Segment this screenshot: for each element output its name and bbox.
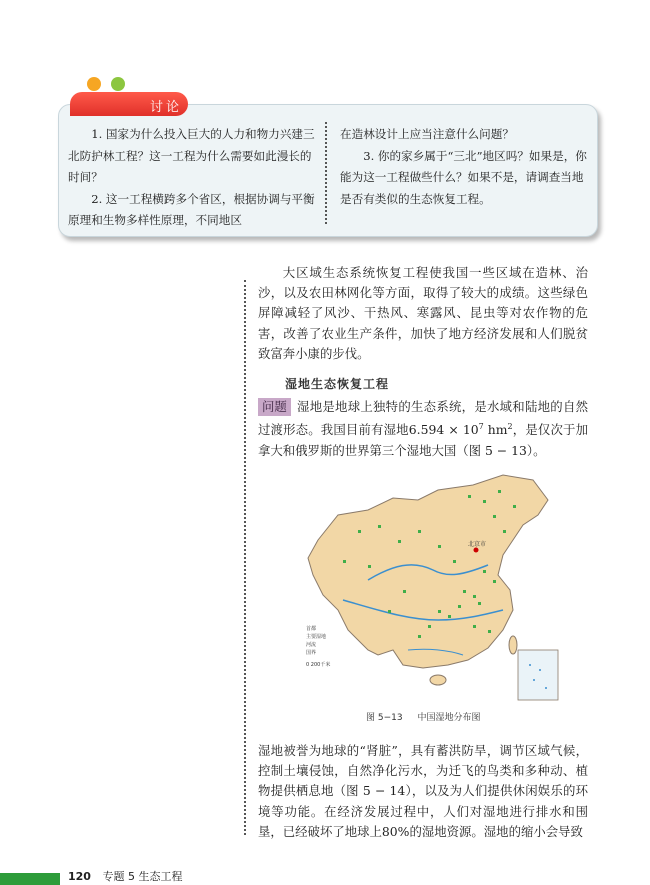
discussion-question-1: 1. 国家为什么投入巨大的人力和物力兴建三北防护林工程？这一工程为什么需要如此漫长的时间？ [68,127,315,184]
legend-capital: 首都 [306,626,317,632]
discussion-question-2: 2. 这一工程横跨多个省区，根据协调与平衡原理和生物多样性原理，不同地区 [68,191,315,227]
legend-scale: 0 200千米 [306,662,331,668]
south-china-sea-inset [518,650,558,700]
paragraph-2 [258,397,588,461]
figure-number: 图 5−13 [366,713,403,723]
discussion-question-2-continued: 在造林设计上应当注意什么问题？ [340,127,514,141]
chapter-title: 专题 5 生态工程 [102,870,183,883]
margin-dotted-line [244,280,246,835]
wetland-unit-exponent: 2 [507,422,513,432]
paragraph-3 [258,741,588,842]
section-subheading: 湿地生态恢复工程 [285,377,390,391]
discussion-question-3: 3. 你的家乡属于“三北”地区吗？如果是，你能为这一工程做些什么？如果不是，请调查当地是否有类似的生态恢复工程。 [340,148,587,206]
figure-title: 中国湿地分布图 [417,713,481,723]
beijing-label: 北京市 [468,541,487,548]
taiwan-island [509,636,517,654]
discussion-right-column [340,124,588,210]
beijing-marker [474,548,479,553]
legend-border: 国界 [306,650,317,656]
discussion-label: 讨论 [150,100,183,115]
page-number: 120 [68,870,91,883]
paragraph-2-text-b: ，是仅次于加拿大和俄罗斯的世界第三个湿地大国（图 5 − 13）。 [258,422,588,458]
map-graphic [298,470,573,705]
map-legend [306,625,330,668]
wetland-area-exponent: 7 [478,422,484,432]
wetland-area-number: 6.594 × 10 [408,422,479,438]
footer-green-bar [0,873,60,885]
hainan-island [430,675,446,685]
wetland-area-unit: hm [483,422,508,438]
paragraph-3-text: 湿地被誉为地球的“肾脏”，具有蓄洪防旱，调节区域气候，控制土壤侵蚀，自然净化污水，为迁飞的鸟类和多种动、植物提供栖息地（图 5 − 14），以及为人们提供休闲娱乐的环境等功能。在经济发展过程中，人们对湿地进行排水和围垦，已经破坏了地球上80%的湿地资源。湿地的缩小会导致 [258,743,588,839]
column-divider [325,122,327,224]
paragraph-1-text: 大区域生态系统恢复工程使我国一些区域在造林、治沙，以及农田林网化等方面，取得了较大的成绩。这些绿色屏障减轻了风沙、干热风、寒露风、昆虫等对农作物的危害，改善了农业生产条件，加快了地方经济发展和人们脱贫致富奔小康的步伐。 [258,265,588,361]
paragraph-1 [258,263,588,364]
discussion-left-column [68,124,318,232]
legend-river: 河流 [306,642,317,648]
china-wetland-map [298,470,573,705]
footer [68,868,182,884]
legend-wetland: 主要湿地 [306,634,327,640]
figure-caption [366,710,492,723]
paragraph-2-text-a: 湿地是地球上独特的生态系统，是水域和陆地的自然过渡形态。我国目前有湿地 [258,399,588,438]
question-tag: 问题 [258,398,291,416]
